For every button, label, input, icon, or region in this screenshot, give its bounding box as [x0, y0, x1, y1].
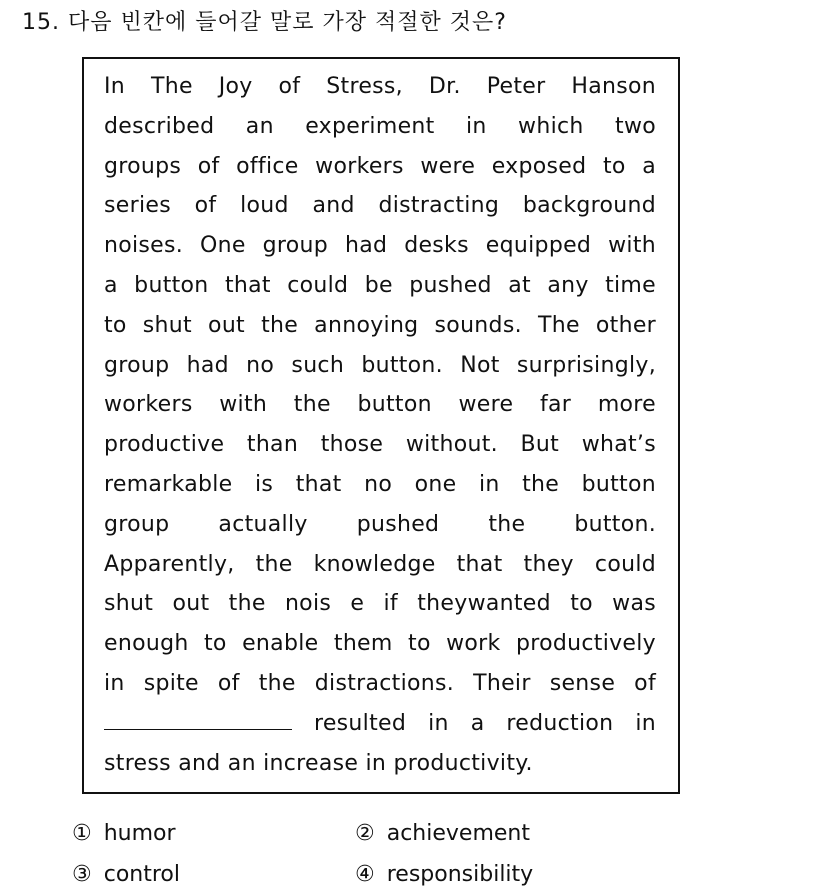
answer-blank — [104, 707, 292, 730]
choice-number: ② — [355, 821, 375, 846]
question-number: 15. — [22, 10, 60, 35]
passage-line: described an experiment in which two — [104, 113, 656, 139]
choice-number: ③ — [72, 862, 92, 887]
passage-line: In The Joy of Stress, Dr. Peter Hanson — [104, 74, 656, 99]
passage-final-line: stress and an increase in productivity. — [104, 750, 533, 776]
choice-text: control — [103, 862, 180, 887]
passage-line: groups of office workers were exposed to a — [104, 153, 656, 179]
question-header — [22, 6, 507, 40]
passage-text — [104, 67, 656, 783]
choice-number: ④ — [355, 862, 375, 887]
passage-line: noises. One group had desks equipped with — [104, 233, 656, 259]
passage-line: enough to enable them to work productively — [104, 631, 656, 657]
choice-3[interactable] — [72, 859, 180, 891]
choice-1[interactable] — [72, 818, 176, 850]
passage-line: remarkable is that no one in the button — [104, 471, 656, 497]
passage-line: a button that could be pushed at any time — [104, 272, 656, 298]
choice-2[interactable] — [355, 818, 530, 850]
passage-line: productive than those without. But what’s — [104, 432, 656, 458]
passage-line: group actually pushed the button. — [104, 511, 656, 537]
choice-4[interactable] — [355, 859, 533, 891]
passage-line-after-blank: resulted in a reduction in — [313, 710, 656, 736]
passage-line: Apparently, the knowledge that they could — [104, 551, 656, 577]
passage-line: workers with the button were far more — [104, 392, 656, 418]
passage-line: in spite of the distractions. Their sense of — [104, 670, 656, 696]
question-prompt: 다음 빈칸에 들어갈 말로 가장 적절한 것은? — [68, 10, 507, 35]
passage-line: to shut out the annoying sounds. The other — [104, 312, 656, 338]
choice-number: ① — [72, 821, 92, 846]
choice-text: responsibility — [386, 862, 534, 887]
passage-blank-line — [104, 704, 656, 744]
passage-line: group had no such button. Not surprisingly, — [104, 352, 656, 378]
passage-line: series of loud and distracting background — [104, 193, 656, 219]
choice-text: achievement — [386, 821, 530, 846]
choice-text: humor — [103, 821, 176, 846]
passage-line: shut out the nois e if theywanted to was — [104, 591, 656, 617]
